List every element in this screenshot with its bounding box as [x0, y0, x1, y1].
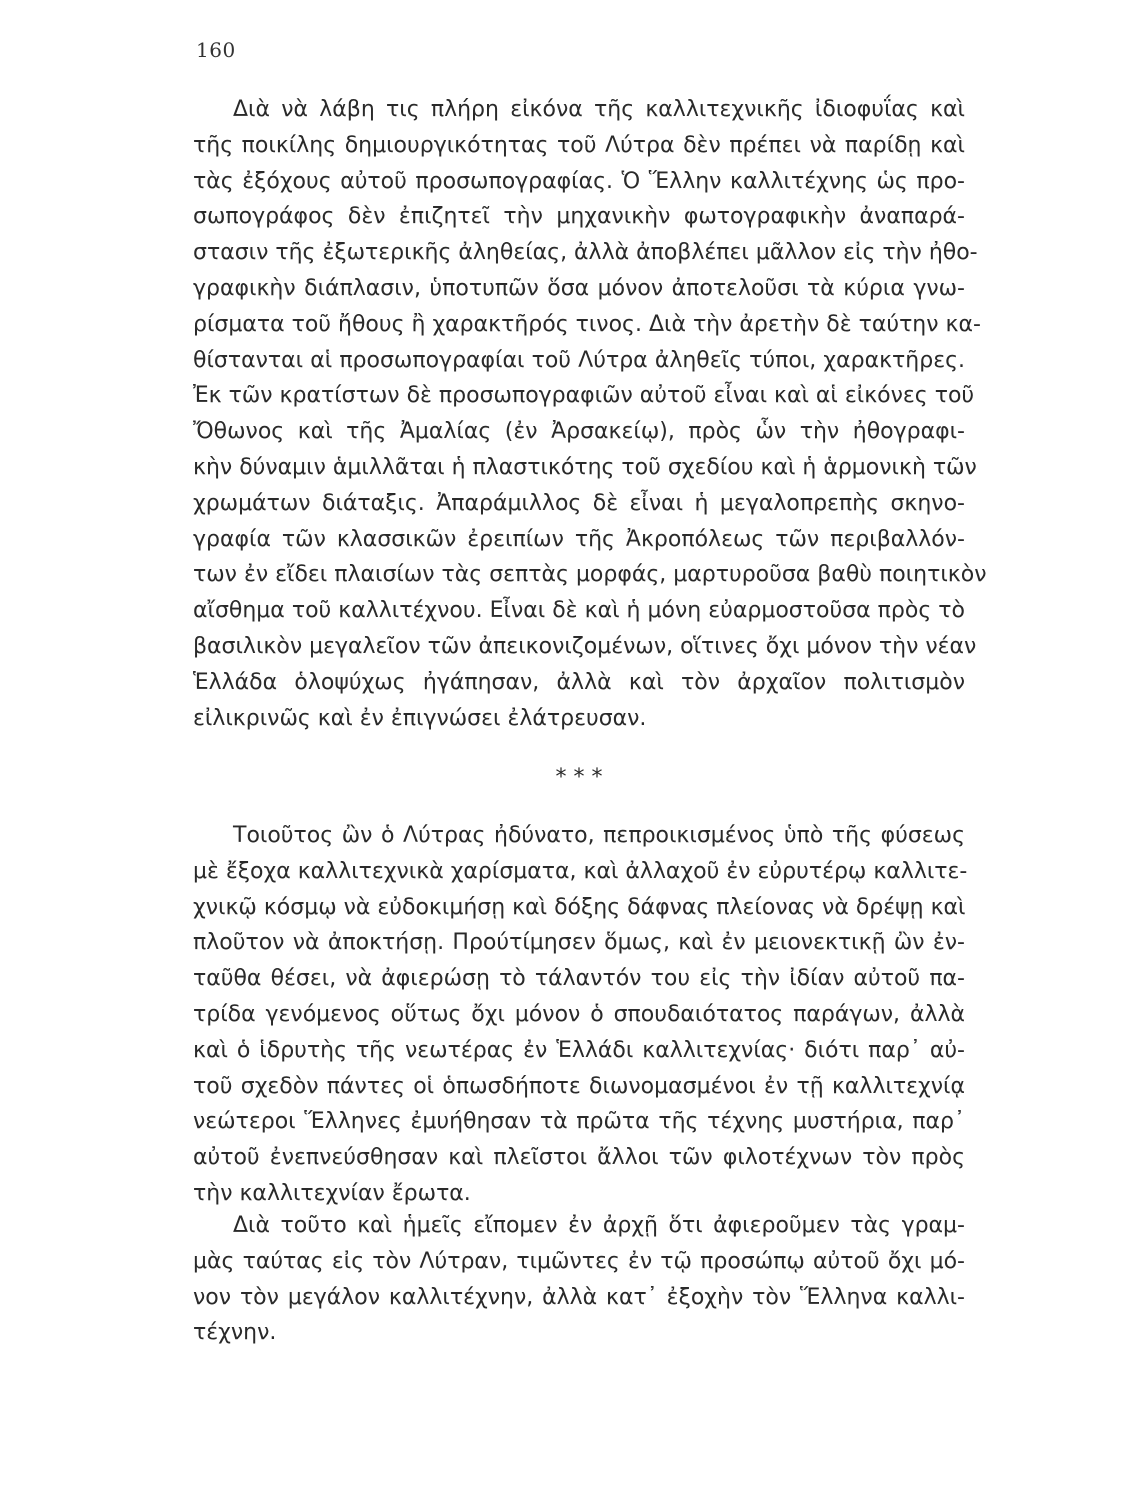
text-line: τὴν καλλιτεχνίαν ἔρωτα. — [193, 1180, 471, 1206]
text-line: μὰς ταύτας εἰς τὸν Λύτραν, τιμῶντες ἐν τῷ προσώπῳ αὐτοῦ ὄχι μό- — [193, 1248, 965, 1274]
text-line: βασιλικὸν μεγαλεῖον τῶν ἀπεικονιζομένων, οἵτινες ὄχι μόνον τὴν νέαν — [193, 633, 977, 659]
text-line: τοῦ σχεδὸν πάντες οἱ ὁπωσδήποτε διωνομασμένοι ἐν τῇ καλλιτεχνίᾳ — [193, 1073, 965, 1099]
text-line: τρίδα γενόμενος οὕτως ὄχι μόνον ὁ σπουδαιότατος παράγων, ἀλλὰ — [193, 1001, 965, 1027]
text-line: των ἐν εἴδει πλαισίων τὰς σεπτὰς μορφάς, μαρτυροῦσα βαθὺ ποιητικὸν — [193, 562, 987, 588]
text-line: γραφία τῶν κλασσικῶν ἐρειπίων τῆς Ἀκροπόλεως τῶν περιβαλλόν- — [193, 526, 965, 552]
text-line: αὐτοῦ ἐνεπνεύσθησαν καὶ πλεῖστοι ἄλλοι τῶν φιλοτέχνων τὸν πρὸς — [193, 1145, 965, 1171]
text-line: Ἑλλάδα ὁλοψύχως ἠγάπησαν, ἀλλὰ καὶ τὸν ἀρχαῖον πολιτισμὸν — [193, 669, 965, 695]
section-separator: * * * — [555, 765, 603, 790]
text-line: ταῦθα θέσει, νὰ ἀφιερώσῃ τὸ τάλαντόν του εἰς τὴν ἰδίαν αὐτοῦ πα- — [193, 966, 965, 992]
text-line: στασιν τῆς ἐξωτερικῆς ἀληθείας, ἀλλὰ ἀποβλέπει μᾶλλον εἰς τὴν ἠθο- — [193, 240, 978, 266]
text-line: Τοιοῦτος ὢν ὁ Λύτρας ἠδύνατο, πεπροικισμένος ὑπὸ τῆς φύσεως — [233, 823, 965, 848]
text-line: ρίσματα τοῦ ἤθους ἢ χαρακτῆρός τινος. Διὰ τὴν ἀρετὴν δὲ ταύτην κα- — [193, 311, 981, 337]
text-line: Ἐκ τῶν κρατίστων δὲ προσωπογραφιῶν αὐτοῦ εἶναι καὶ αἱ εἰκόνες τοῦ — [193, 383, 975, 409]
text-line: πλοῦτον νὰ ἀποκτήσῃ. Προύτίμησεν ὅμως, καὶ ἐν μειονεκτικῇ ὢν ἐν- — [193, 930, 965, 956]
text-line: αἴσθημα τοῦ καλλιτέχνου. Εἶναι δὲ καὶ ἡ μόνη εὐαρμοστοῦσα πρὸς τὸ — [193, 598, 965, 624]
text-line: τῆς ποικίλης δημιουργικότητας τοῦ Λύτρα δὲν πρέπει νὰ παρίδῃ καὶ — [193, 132, 965, 158]
text-line: τέχνην. — [193, 1320, 277, 1346]
text-line: χνικῷ κόσμῳ νὰ εὐδοκιμήσῃ καὶ δόξης δάφνας πλείονας νὰ δρέψῃ καὶ — [193, 894, 966, 920]
text-line: Διὰ τοῦτο καὶ ἡμεῖς εἴπομεν ἐν ἀρχῇ ὅτι ἀφιεροῦμεν τὰς γραμ- — [233, 1213, 965, 1238]
text-line: Ὄθωνος καὶ τῆς Ἀμαλίας (ἐν Ἀρσακείῳ), πρὸς ὧν τὴν ἠθογραφι- — [193, 419, 965, 445]
text-line: μὲ ἔξοχα καλλιτεχνικὰ χαρίσματα, καὶ ἀλλαχοῦ ἐν εὐρυτέρῳ καλλιτε- — [193, 858, 968, 884]
paragraph-1 — [193, 92, 987, 736]
text-line: Διὰ νὰ λάβη τις πλήρη εἰκόνα τῆς καλλιτεχνικῆς ἰδιοφυΐας καὶ — [233, 97, 965, 122]
text-line: καὶ ὁ ἱδρυτὴς τῆς νεωτέρας ἐν Ἑλλάδι καλλιτεχνίας· διότι παρ᾽ αὐ- — [193, 1037, 965, 1063]
text-line: κὴν δύναμιν ἁμιλλᾶται ἡ πλαστικότης τοῦ σχεδίου καὶ ἡ ἁρμονικὴ τῶν — [193, 454, 977, 480]
paragraph-3 — [193, 1208, 965, 1351]
text-line: σωπογράφος δὲν ἐπιζητεῖ τὴν μηχανικὴν φωτογραφικὴν ἀναπαρά- — [193, 204, 965, 230]
text-line: νον τὸν μεγάλον καλλιτέχνην, ἀλλὰ κατ᾽ ἐξοχὴν τὸν Ἕλληνα καλλι- — [193, 1284, 965, 1310]
text-line: γραφικὴν διάπλασιν, ὑποτυπῶν ὅσα μόνον ἀποτελοῦσι τὰ κύρια γνω- — [193, 275, 965, 301]
text-line: νεώτεροι Ἕλληνες ἐμυήθησαν τὰ πρῶτα τῆς τέχνης μυστήρια, παρ᾽ — [193, 1109, 965, 1135]
page-number: 160 — [196, 38, 236, 62]
text-line: τὰς ἐξόχους αὐτοῦ προσωπογραφίας. Ὁ Ἕλλην καλλιτέχνης ὡς προ- — [193, 168, 965, 194]
text-line: χρωμάτων διάταξις. Ἀπαράμιλλος δὲ εἶναι ἡ μεγαλοπρεπὴς σκηνο- — [193, 490, 965, 516]
paragraph-2 — [193, 818, 968, 1212]
text-line: εἰλικρινῶς καὶ ἐν ἐπιγνώσει ἐλάτρευσαν. — [193, 705, 647, 731]
text-line: θίστανται αἱ προσωπογραφίαι τοῦ Λύτρα ἀληθεῖς τύποι, χαρακτῆρες. — [193, 347, 965, 373]
